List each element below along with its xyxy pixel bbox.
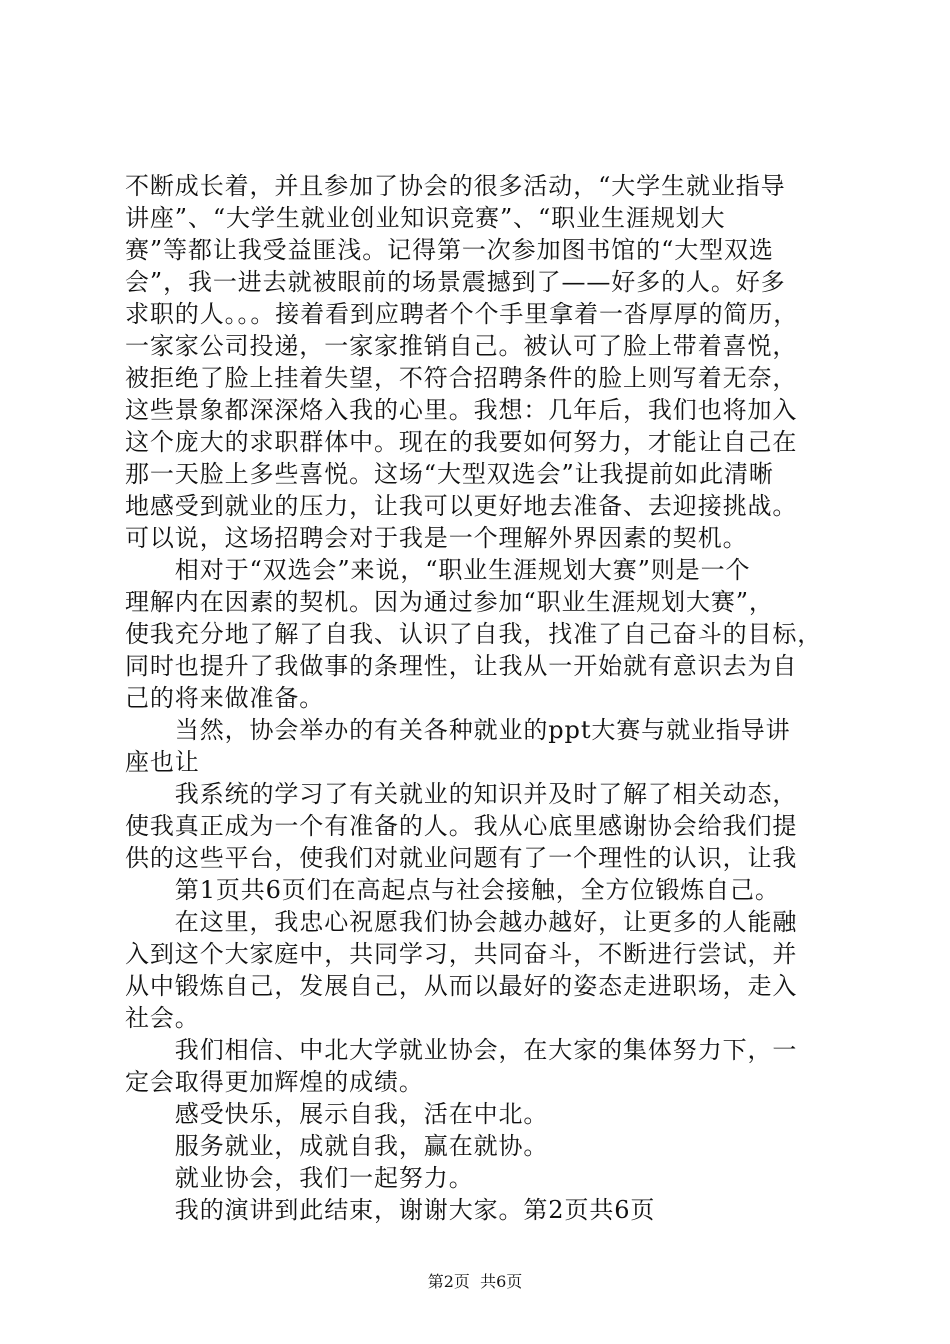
text-line: 不断成长着，并且参加了协会的很多活动，“大学生就业指导 (125, 172, 786, 200)
text-line: 我系统的学习了有关就业的知识并及时了解了相关动态， (125, 780, 798, 808)
text-line: 使我充分地了解了自我、认识了自我，找准了自己奋斗的目标， (125, 620, 823, 648)
text-line: 一家家公司投递，一家家推销自己。被认可了脸上带着喜悦， (125, 332, 798, 360)
text-line: 座也让 (125, 748, 200, 776)
text-line: 服务就业，成就自我，赢在就协。 (125, 1132, 549, 1160)
text-line: 讲座”、“大学生就业创业知识竞赛”、“职业生涯规划大 (125, 204, 726, 232)
text-line: 那一天脸上多些喜悦。这场“大型双选会”让我提前如此清晰 (125, 460, 774, 488)
text-line: 从中锻炼自己，发展自己，从而以最好的姿态走进职场，走入 (125, 972, 798, 1000)
page-footer: 第2页 共6页 (427, 1272, 523, 1291)
text-line: 被拒绝了脸上挂着失望，不符合招聘条件的脸上则写着无奈， (125, 364, 798, 392)
text-line: 当然，协会举办的有关各种就业的ppt大赛与就业指导讲 (125, 716, 791, 744)
text-line: 入到这个大家庭中，共同学习，共同奋斗，不断进行尝试，并 (125, 940, 798, 968)
text-line: 在这里，我忠心祝愿我们协会越办越好，让更多的人能融 (125, 908, 798, 936)
text-line: 己的将来做准备。 (125, 684, 325, 712)
text-line: 感受快乐，展示自我，活在中北。 (125, 1100, 549, 1128)
text-line: 理解内在因素的契机。因为通过参加“职业生涯规划大赛”， (125, 588, 774, 616)
text-line: 我们相信、中北大学就业协会，在大家的集体努力下，一 (125, 1036, 798, 1064)
text-line: 相对于“双选会”来说，“职业生涯规划大赛”则是一个 (125, 556, 751, 584)
text-line: 可以说，这场招聘会对于我是一个理解外界因素的契机。 (125, 524, 748, 552)
text-line: 供的这些平台，使我们对就业问题有了一个理性的认识，让我 (125, 844, 798, 872)
text-line: 我的演讲到此结束，谢谢大家。第2页共6页 (125, 1196, 656, 1224)
document-body (125, 170, 840, 1226)
text-line: 赛”等都让我受益匪浅。记得第一次参加图书馆的“大型双选 (125, 236, 774, 264)
text-line: 定会取得更加辉煌的成绩。 (125, 1068, 424, 1096)
text-line: 这些景象都深深烙入我的心里。我想：几年后，我们也将加入 (125, 396, 798, 424)
text-line: 就业协会，我们一起努力。 (125, 1164, 474, 1192)
text-line: 使我真正成为一个有准备的人。我从心底里感谢协会给我们提 (125, 812, 798, 840)
text-line: 同时也提升了我做事的条理性，让我从一开始就有意识去为自 (125, 652, 798, 680)
text-line: 第1页共6页们在高起点与社会接触，全方位锻炼自己。 (125, 876, 780, 904)
text-line: 求职的人。。。接着看到应聘者个个手里拿着一沓厚厚的简历， (125, 300, 799, 328)
text-line: 社会。 (125, 1004, 200, 1032)
text-line: 会”，我一进去就被眼前的场景震撼到了——好多的人。好多 (125, 268, 786, 296)
text-line: 这个庞大的求职群体中。现在的我要如何努力，才能让自己在 (125, 428, 798, 456)
text-line: 地感受到就业的压力，让我可以更好地去准备、去迎接挑战。 (125, 492, 798, 520)
